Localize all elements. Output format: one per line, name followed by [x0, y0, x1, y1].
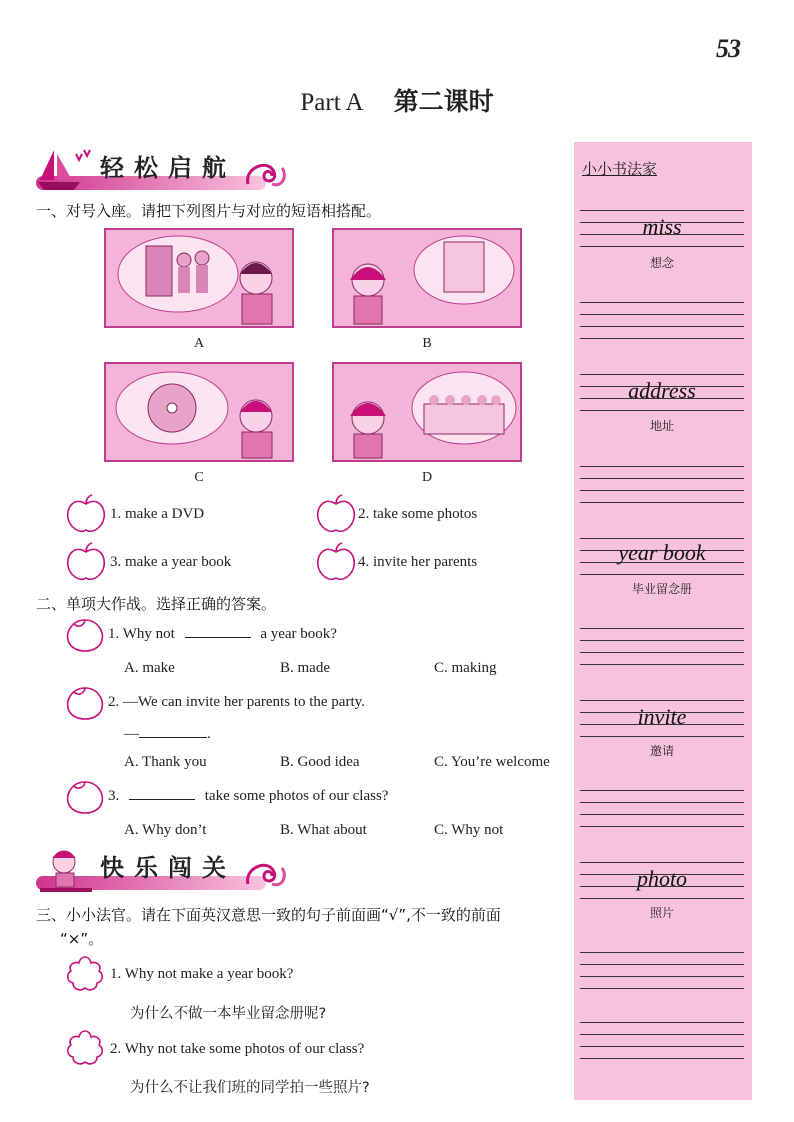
sidebar-word-3: year book [618, 540, 706, 565]
banner-title: 快乐闯关 [100, 853, 236, 882]
answer-blank[interactable] [185, 637, 251, 638]
q2-option-c: C. You’re welcome [434, 754, 550, 770]
q2-option-a: A. Thank you [124, 754, 207, 770]
q1-option-a: A. make [124, 660, 175, 676]
judge-item-1-en: 1. Why not make a year book? [110, 966, 294, 982]
apple-answer-icon[interactable] [314, 494, 358, 536]
title-part: Part A [300, 89, 364, 116]
swirl-icon [242, 154, 290, 194]
flower-answer-icon[interactable] [64, 1028, 106, 1068]
question-1 [108, 626, 337, 643]
question-1-pre: 1. Why not [108, 626, 175, 642]
sidebar-header: 小小书法家 [582, 160, 658, 178]
section1-heading: 一、对号入座。请把下列图片与对应的短语相搭配。 [36, 202, 382, 220]
match-item-3: 3. make a year book [110, 554, 232, 570]
boy-dvd-illustration [106, 364, 292, 460]
sailboat-icon [36, 146, 100, 192]
picture-label-b: B [422, 336, 432, 351]
question-3-post: take some photos of our class? [204, 788, 389, 804]
banner-easy-start [36, 146, 326, 198]
picture-label-c: C [194, 470, 204, 485]
judge-item-2-cn: 为什么不让我们班的同学拍一些照片? [130, 1080, 370, 1096]
title-lesson: 第二课时 [393, 87, 494, 116]
apple-answer-icon[interactable] [314, 542, 358, 584]
match-item-1: 1. make a DVD [110, 506, 205, 522]
section3-heading-cont: “×”。 [60, 930, 104, 948]
sidebar-meaning-1: 想念 [649, 256, 674, 270]
picture-label-d: D [421, 470, 433, 485]
section2-heading: 二、单项大作战。选择正确的答案。 [36, 595, 277, 613]
picture-label-a: A [193, 336, 205, 351]
picture-a [104, 228, 294, 328]
question-3-pre: 3. [108, 788, 120, 804]
girl-class-photo-illustration [334, 364, 520, 460]
match-item-2: 2. take some photos [358, 506, 478, 522]
question-3 [108, 788, 388, 805]
question-1-post: a year book? [260, 626, 337, 642]
zigzag-edge [574, 1092, 752, 1100]
peach-answer-icon[interactable] [64, 684, 106, 720]
match-item-4: 4. invite her parents [358, 554, 478, 570]
banner-title: 轻松启航 [100, 153, 236, 182]
q1-option-c: C. making [434, 660, 497, 676]
answer-blank[interactable] [139, 737, 207, 738]
page-number: 53 [716, 34, 740, 63]
girl-yearbook-illustration [334, 230, 520, 326]
judge-item-2-en: 2. Why not take some photos of our class? [110, 1041, 365, 1057]
mascot-icon [36, 846, 100, 894]
question-2-line2: — . [124, 726, 211, 742]
answer-blank[interactable] [129, 799, 195, 800]
sidebar-meaning-2: 地址 [649, 419, 674, 433]
swirl-icon [242, 854, 290, 894]
banner-happy-challenge [36, 846, 326, 898]
flower-answer-icon[interactable] [64, 954, 106, 994]
picture-c [104, 362, 294, 462]
calligraphy-sidebar [574, 142, 752, 1100]
sidebar-meaning-4: 邀请 [649, 744, 674, 758]
sidebar-word-5: photo [636, 866, 688, 891]
q3-option-c: C. Why not [434, 822, 504, 838]
section3-heading: 三、小小法官。请在下面英汉意思一致的句子前面画“√”,不一致的前面 [36, 906, 501, 924]
peach-answer-icon[interactable] [64, 616, 106, 652]
sidebar-word-2: address [628, 378, 696, 403]
apple-answer-icon[interactable] [64, 542, 108, 584]
picture-b [332, 228, 522, 328]
family-photo-illustration [106, 230, 292, 326]
q2-option-b: B. Good idea [280, 754, 360, 770]
q3-option-a: A. Why don’t [124, 822, 207, 838]
q1-option-b: B. made [280, 660, 330, 676]
apple-answer-icon[interactable] [64, 494, 108, 536]
q3-option-b: B. What about [280, 822, 367, 838]
picture-d [332, 362, 522, 462]
sidebar-meaning-3: 毕业留念册 [631, 582, 692, 596]
question-2-line1: 2. —We can invite her parents to the party. [108, 694, 365, 710]
page-title [0, 82, 794, 118]
sidebar-word-4: invite [637, 704, 687, 729]
judge-item-1-cn: 为什么不做一本毕业留念册呢? [130, 1006, 327, 1022]
peach-answer-icon[interactable] [64, 778, 106, 814]
sidebar-word-1: miss [642, 214, 682, 239]
question-2-dash: — [124, 726, 139, 742]
sidebar-meaning-5: 照片 [649, 906, 674, 920]
